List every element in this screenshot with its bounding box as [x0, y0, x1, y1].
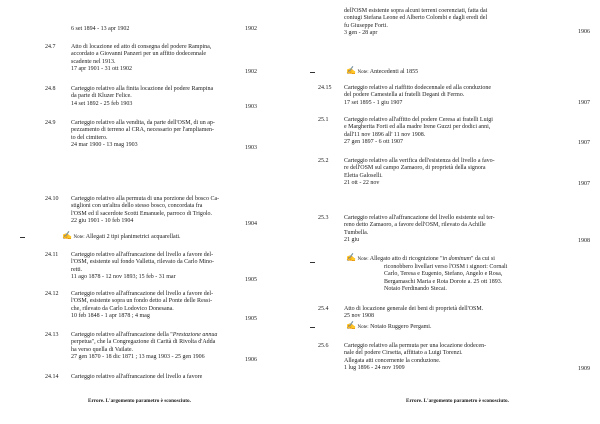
entry-date: 25 nov 1908: [344, 313, 374, 320]
entry-number: 24.8: [45, 86, 56, 92]
entry-text: e Margherita Forti ed alla madre Irene Guzzi per dodici anni,: [344, 124, 491, 131]
entry-date: 11 ago 1878 - 12 nov 1893; 15 feb - 31 mar: [71, 273, 176, 280]
entry-text: retti.: [71, 266, 83, 273]
entry-text: fu Giuseppe Forti.: [344, 22, 388, 29]
entry-text: Carteggio relativo all'affrancazione del livello a favore del-: [71, 291, 214, 297]
note-text: riconobbero livellari verso l'OSM i signori: Cornali: [384, 264, 508, 270]
entry-text: l'OSM, esistente sopra un fondo detto al Ponte delle Ressi-: [71, 298, 213, 305]
entry-number: 25.6: [318, 343, 329, 349]
page-footer: Errore. L'argomento parametro è sconosciuto.: [406, 398, 509, 404]
note-text: Antecedenti al 1855: [369, 69, 419, 75]
entry-text: Carteggio relativo alla vendita, da parte dell'OSM, di un ap-: [71, 120, 215, 126]
entry-text: dall'11 nov 1896 all' 11 nov 1908.: [344, 131, 426, 138]
note-label: Note:: [357, 257, 369, 262]
entry-text: Carteggio relativo alla verifica dell'esistenza del livello a favo-: [344, 158, 495, 164]
entry-date: 1 lug 1896 - 24 nov 1909: [344, 364, 405, 371]
entry-number: 25.4: [318, 306, 329, 312]
entry-number: 25.1: [318, 117, 329, 123]
entry-text: dell'OSM esistente sopra alcuni terreni coerenziati, fatta dai: [344, 8, 488, 14]
entry-year: 1903: [245, 145, 257, 151]
entry-date: 24 mar 1900 - 13 mag 1903: [71, 141, 138, 148]
entry-date: 17 set 1895 - 1 giu 1907: [344, 99, 403, 106]
entry-text: re dell'OSM sul campo Zamaoro, di proprietà della signora: [344, 165, 486, 172]
entry-number: 24.12: [45, 291, 59, 297]
note-label: Note:: [357, 70, 369, 75]
entry-text: ha verso quella di Vailate.: [71, 346, 134, 353]
entry-text: da parte di Kluzer Felice.: [71, 93, 132, 100]
entry-year: 1902: [245, 69, 257, 75]
right-page: dell'OSM esistente sopra alcuni terreni coerenziati, fatta dai coniugi Stefana Leone ed Alberto Colombi e dagli eredi del fu Giuseppe Forti. 3 gen - 28 apr 1906 ✍ Note: Antecedenti al 1855 24.15 Carteggio relativo al riaffitto dodecennale ed alla conduzione del podere Camestella ai fratelli Degani di Fermo. 17 set 1895 - 1 giu 1907 1907 25.1 Carteggio relativo all'affitto del podere Ceresa ai fratelli Luigi e Margherita Forti ed alla madre Irene Guzzi per dodici anni, dall'11 nov 1896 all' 11 nov 1908. 27 gen 1897 - 6 ott 1907 1907 25.2 Carteggio relativo alla verifica dell'esistenza del livello a favo- re dell'OSM sul campo Zamaoro, di proprietà della signora Eletta Galoselli. 21 ott - 22 nov 1907 25.3 Carteggio relativo all'affrancazione del livello esistente sul ter- reno detto Zamaoro, a favore dell'OSM, rilevato da Achille Tumbella. 21 giu 1908 ✍ Note: Allegato atto di ricognizione "in dominum" da cui si riconobbero livellari verso l'OSM i signori: Cornali Carlo, Teresa e Eugenio, Stefano, Angelo e Rosa, Bergamaschi Maria e Rota Dorote a. 25 ott 1893. Notaio Ferdinando Stecai. 25.4 Atto di locazione generale dei beni di proprietà dell'OSM. 25 nov 1908 ✍ Note: Notaio Ruggero Pergami. 25.6 Carteggio relativo alla permuta per una locazione dodecen- nale del podere Cirsetta, affittato a Luigi Torenzi. Allegata atti concernente la conduzione. 1 lug 1896 - 24 nov 1909 1909 Errore. L'argomento parametro è sconosciuto.: [300, 0, 600, 424]
entry-text: Carteggio relativo alla finita locazione del podere Rampina: [71, 86, 214, 92]
entry-text: nale del podere Cirsetta, affittato a Luigi Torenzi.: [344, 350, 463, 357]
note-text: Allegato atto di ricognizione "in dominum" da cui si: [369, 256, 495, 262]
entry-text: l'OSM ed il sacerdote Scotti Emanuele, parroco di Trigolo.: [71, 210, 213, 217]
note-text: Allegati 2 tipi planimetrici acquarellati.: [85, 234, 181, 240]
entry-year: 1902: [245, 26, 257, 32]
entry-text: Carteggio relativo all'affrancazione del livello a favore: [71, 374, 203, 380]
date-range: 6 set 1894 - 13 apr 1902: [71, 26, 130, 32]
entry-date: 3 gen - 28 apr: [344, 29, 378, 36]
entry-number: 24.10: [45, 196, 59, 202]
note-text: Bergamaschi Maria e Rota Dorote a. 25 ott 1893.: [384, 278, 503, 285]
entry-note: [62, 232, 181, 241]
note-text: Notaio Ruggero Pergami.: [370, 324, 432, 330]
entry-text: Carteggio relativo alla permuta per una locazione dodecen-: [344, 343, 487, 349]
note-text: Notaio Ferdinando Stecai.: [384, 285, 447, 292]
entry-number: 24.14: [45, 374, 59, 380]
pen-icon: ✍: [346, 321, 356, 330]
page-footer: Errore. L'argomento parametro è sconosciuto.: [88, 398, 191, 404]
entry-text: Eletta Galoselli.: [344, 172, 383, 179]
entry-text: Tumbella.: [344, 229, 369, 236]
entry-year: 1904: [245, 221, 257, 227]
entry-text: Carteggio relativo all'affrancazione del livello esistente sul ter-: [344, 215, 495, 221]
note-continuation: [384, 264, 507, 293]
entry-text: reno detto Zamaoro, a favore dell'OSM, rilevato da Achille: [344, 222, 486, 229]
entry-text: Allegata atti concernente la conduzione.: [344, 357, 441, 364]
entry-date: 21 giu: [344, 236, 360, 243]
margin-dash: [20, 237, 25, 238]
entry-note: [346, 67, 418, 76]
entry-year: 1905: [245, 277, 257, 283]
entry-date: 17 apr 1901 - 31 ott 1902: [71, 65, 132, 72]
entry-text: to del cimitero.: [71, 134, 108, 141]
entry-date: 27 gen 1870 - 18 dic 1871 ; 13 mag 1903 - 25 gen 1906: [71, 353, 205, 360]
entry-text: accordato a Giovanni Panzeri per un affitto dodecennale: [71, 51, 206, 58]
entry-number: 24.15: [318, 85, 332, 91]
entry-date: 14 set 1892 - 25 feb 1903: [71, 100, 133, 107]
entry-date: 27 gen 1897 - 6 ott 1907: [344, 138, 403, 145]
entry-text: Carteggio relativo all'affrancazione della "Prestazione annua: [71, 332, 218, 338]
entry-number: 25.3: [318, 215, 329, 221]
entry-text: coniugi Stefana Leone ed Alberto Colombi e dagli eredi del: [344, 15, 488, 22]
note-text: Carlo, Teresa e Eugenio, Stefano, Angelo e Rosa,: [384, 271, 503, 278]
entry-text: Atto di locazione ed atto di consegna del podere Rampina,: [71, 44, 212, 50]
margin-dash: [310, 327, 315, 328]
entry-text: Carteggio relativo alla permuta di una porzione del bosco Ca-: [71, 196, 220, 202]
entry-date: 21 ott - 22 nov: [344, 179, 380, 186]
entry-text: Carteggio relativo all'affrancazione del livello a favore del-: [71, 252, 214, 258]
entry-text: Atto di locazione generale dei beni di proprietà dell'OSM.: [344, 306, 484, 312]
margin-dash: [310, 262, 315, 263]
entry-number: 24.13: [45, 332, 59, 338]
entry-text: del podere Camestella ai fratelli Degani di Fermo.: [344, 92, 465, 99]
entry-text: Carteggio relativo al riaffitto dodecennale ed alla conduzione: [344, 85, 491, 91]
entry-number: 24.11: [45, 252, 59, 258]
entry-date: 22 giu 1901 - 10 feb 1904: [71, 217, 134, 224]
entry-note: [346, 322, 431, 331]
entry-text: scadente nel 1913.: [71, 58, 116, 65]
note-label: Note:: [73, 235, 85, 240]
entry-text: l'OSM, esistente sul fondo Valletta, rilevato da Carlo Mino-: [71, 259, 214, 266]
pen-icon: ✍: [62, 231, 72, 240]
entry-year: 1903: [245, 104, 257, 110]
margin-dash: [310, 72, 315, 73]
entry-year: 1905: [245, 316, 257, 322]
entry-text: che, rilevato da Carlo Lodovico Donesana.: [71, 305, 174, 312]
entry-note: [346, 254, 495, 263]
entry-text: stiglioni con un'altra dello stesso bosco, concordata fra: [71, 203, 203, 210]
pen-icon: ✍: [346, 253, 356, 262]
pen-icon: ✍: [346, 66, 356, 75]
entry-text: Carteggio relativo all'affitto del podere Ceresa ai fratelli Luigi: [344, 117, 493, 123]
entry-number: 25.2: [318, 158, 329, 164]
note-label: Note:: [357, 325, 369, 330]
entry-text: pezzamento di terreno al CRA, necessario per l'ampliamen-: [71, 127, 215, 134]
entry-number: 24.7: [45, 44, 56, 50]
entry-year: 1906: [245, 357, 257, 363]
entry-text: perpetua", che la Congregazione di Carità di Rivolta d'Adda: [71, 339, 216, 346]
entry-number: 24.9: [45, 120, 56, 126]
entry-date: 10 feb 1848 - 1 apr 1878 ; 4 mag: [71, 312, 150, 319]
